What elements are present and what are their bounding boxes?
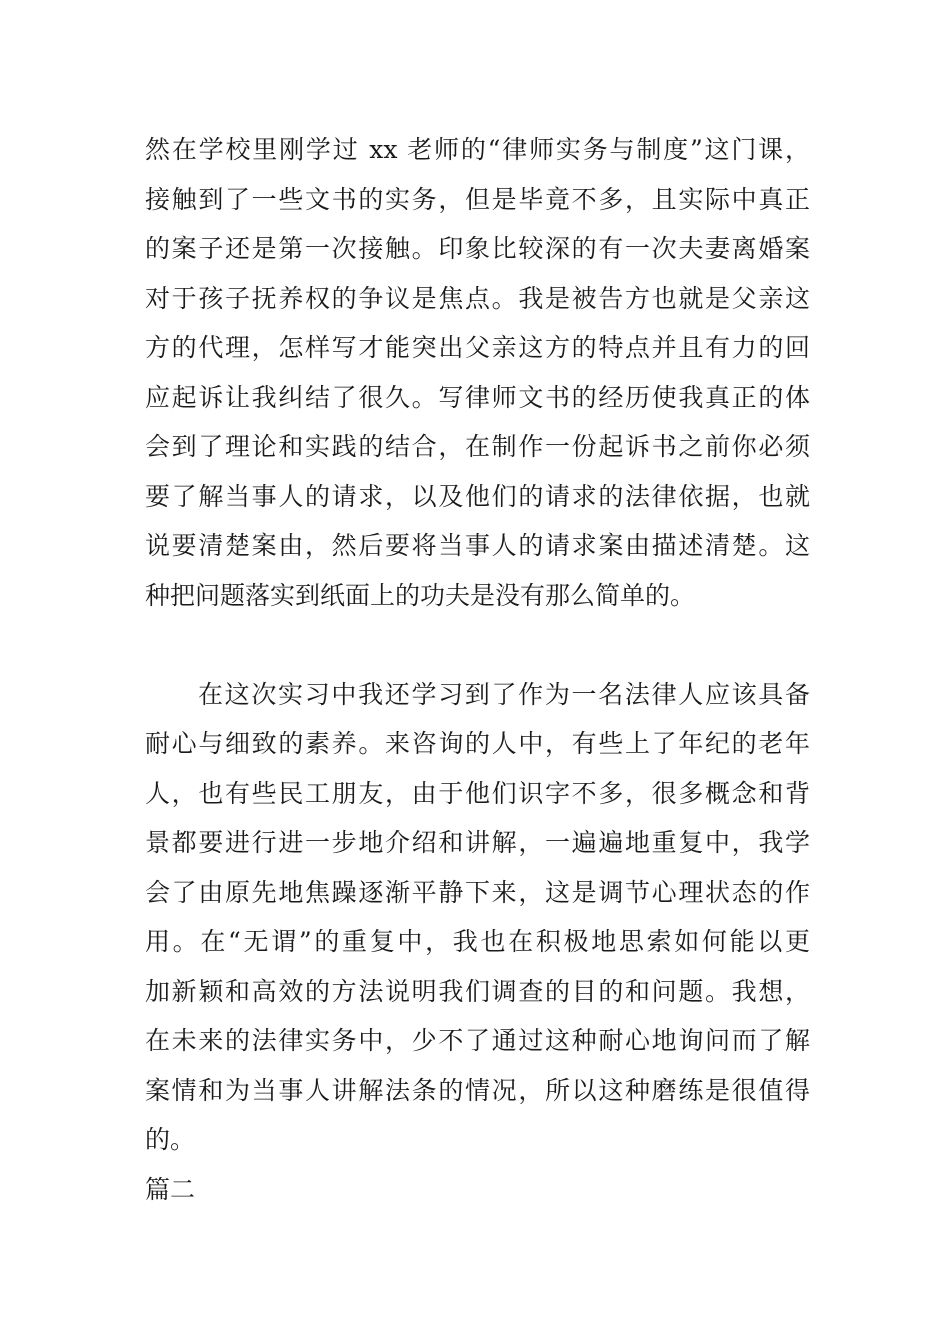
paragraph-line: 接触到了一些文书的实务，但是毕竟不多，且实际中真正 [145,185,810,214]
paragraph-line: 景都要进行进一步地介绍和讲解，一遍遍地重复中，我学 [145,828,810,857]
paragraph-line: 在未来的法律实务中，少不了通过这种耐心地询问而了解 [145,1026,810,1055]
paragraph-line: 案情和为当事人讲解法条的情况，所以这种磨练是很值得 [145,1076,810,1105]
paragraph-line: 方的代理，怎样写才能突出父亲这方的特点并且有力的回 [145,333,810,362]
paragraph-line: 在这次实习中我还学习到了作为一名法律人应该具备 [198,680,810,709]
paragraph-line: 种把问题落实到纸面上的功夫是没有那么简单的。 [145,581,696,610]
paragraph-line: 应起诉让我纠结了很久。写律师文书的经历使我真正的体 [145,383,810,412]
paragraph-line: 会了由原先地焦躁逐渐平静下来，这是调节心理状态的作 [145,878,810,907]
paragraph-line: 然在学校里刚学过 xx 老师的“律师实务与制度”这门课， [145,135,810,164]
paragraph-line: 用。在“无谓”的重复中，我也在积极地思索如何能以更 [145,927,810,956]
paragraph-line: 的案子还是第一次接触。印象比较深的有一次夫妻离婚案 [145,234,810,263]
paragraph-line: 耐心与细致的素养。来咨询的人中，有些上了年纪的老年 [145,729,810,758]
section-heading: 篇二 [145,1175,196,1204]
paragraph-line: 要了解当事人的请求，以及他们的请求的法律依据，也就 [145,482,810,511]
paragraph-line: 对于孩子抚养权的争议是焦点。我是被告方也就是父亲这 [145,284,810,313]
paragraph-line: 说要清楚案由，然后要将当事人的请求案由描述清楚。这 [145,531,810,560]
paragraph-line: 加新颖和高效的方法说明我们调查的目的和问题。我想， [145,977,810,1006]
paragraph-line: 人，也有些民工朋友，由于他们识字不多，很多概念和背 [145,779,810,808]
paragraph-line: 会到了理论和实践的结合，在制作一份起诉书之前你必须 [145,432,810,461]
paragraph-line: 的。 [145,1125,196,1154]
